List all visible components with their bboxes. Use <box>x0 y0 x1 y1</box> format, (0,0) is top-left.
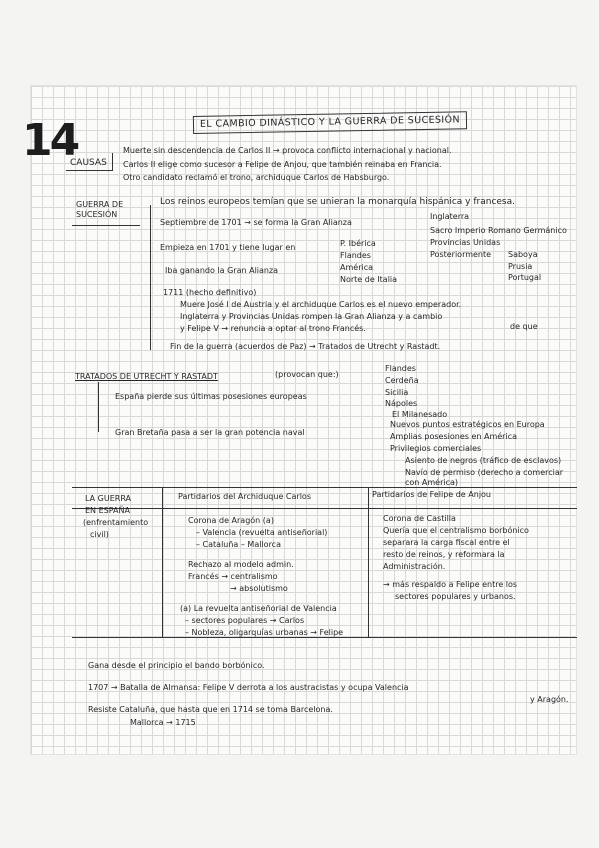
guerra-branch-line <box>150 205 151 350</box>
posterior-1: Prusia <box>508 262 533 271</box>
lugar-0: P. Ibérica <box>340 239 376 248</box>
col1-line-8: – Nobleza, oligarquías urbanas → Felipe <box>185 628 344 637</box>
guerra-sept: Septiembre de 1701 → se forma la Gran Alianza <box>160 218 352 227</box>
tratados-espana: España pierde sus últimas posesiones europeas <box>115 392 307 401</box>
posesion-4: El Milanesado <box>392 410 448 419</box>
guerra-line-1: Los reinos europeos temían que se unieran la monarquía hispánica y francesa. <box>160 197 515 207</box>
table-col-line-1 <box>162 487 163 637</box>
hecho-de-que: de que <box>510 322 538 331</box>
lugar-1: Flandes <box>340 251 371 260</box>
col2-line-2: separara la carga fiscal entre el <box>383 538 510 547</box>
causas-label: CAUSAS <box>70 158 107 168</box>
gb-item-2: Privilegios comerciales <box>390 444 482 453</box>
guerra-ganando: Iba ganando la Gran Alianza <box>165 266 279 275</box>
final-line-2: 1707 → Batalla de Almansa: Felipe V derrota a los austracistas y ocupa Valencia <box>88 683 409 692</box>
gb-item-1: Amplias posesiones en América <box>390 432 517 441</box>
lugar-3: Norte de Italia <box>340 275 398 284</box>
col1-head: Partidarios del Archiduque Carlos <box>178 492 311 501</box>
causas-line-1: Muerte sin descendencia de Carlos II → provoca conflicto internacional y nacional. <box>123 146 452 155</box>
final-line-3: Resiste Cataluña, que hasta que en 1714 se toma Barcelona. <box>88 705 333 714</box>
table-header-line <box>72 508 577 509</box>
guerra-fin: Fin de la guerra (acuerdos de Paz) → Tratados de Utrecht y Rastadt. <box>170 342 441 351</box>
final-line-2b: y Aragón. <box>530 695 569 704</box>
posesion-1: Cerdeña <box>385 376 419 385</box>
col2-line-1: Quería que el centralismo borbónico <box>383 526 529 535</box>
posesion-0: Flandes <box>385 364 416 373</box>
alianza-2: Provincias Unidas <box>430 238 501 247</box>
lugar-2: América <box>340 263 373 272</box>
tratados-branch-line <box>98 382 99 432</box>
col1-line-2: – Cataluña – Mallorca <box>196 540 281 549</box>
table-top-line <box>72 487 577 488</box>
col2-line-5: → más respaldo a Felipe entre los <box>383 580 518 589</box>
col1-line-5: → absolutismo <box>230 584 288 593</box>
col2-line-3: resto de reinos, y reformara la <box>383 550 505 559</box>
page-number: 14 <box>22 115 78 166</box>
alianza-3: Posteriormente <box>430 250 492 259</box>
table-side-2: (enfrentamiento <box>83 518 149 527</box>
alianza-0: Inglaterra <box>430 212 470 221</box>
col1-line-6: (a) La revuelta antiseñorial de Valencia <box>180 604 337 613</box>
col1-line-4: Francés → centralismo <box>188 572 278 581</box>
col2-line-0: Corona de Castilla <box>383 514 456 523</box>
col2-head: Partidarios de Felipe de Anjou <box>372 490 492 499</box>
guerra-underline <box>72 225 140 226</box>
tratados-gb: Gran Bretaña pasa a ser la gran potencia naval <box>115 428 305 437</box>
posesion-2: Sicilia <box>385 388 409 397</box>
gb-item-0: Nuevos puntos estratégicos en Europa <box>390 420 545 429</box>
privilegio-1: Navío de permiso (derecho a comerciar con América) <box>405 468 564 487</box>
posesion-3: Nápoles <box>385 399 418 408</box>
guerra-hecho: 1711 (hecho definitivo) <box>163 288 257 297</box>
causas-line-3: Otro candidato reclamó el trono, archiduque Carlos de Habsburgo. <box>123 173 390 182</box>
col1-line-0: Corona de Aragón (a) <box>188 516 274 525</box>
col1-line-7: – sectores populares → Carlos <box>185 616 305 625</box>
final-line-1: Gana desde el principio el bando borbónico. <box>88 661 265 670</box>
alianza-1: Sacro Imperio Romano Germánico <box>430 226 567 235</box>
guerra-label: GUERRA DE SUCESIÓN <box>76 200 124 219</box>
hecho-line-1: Muere José I de Austria y el archiduque Carlos es el nuevo emperador. <box>180 300 462 309</box>
col2-line-6: sectores populares y urbanos. <box>395 592 516 601</box>
guerra-empieza: Empieza en 1701 y tiene lugar en <box>160 243 296 252</box>
tratados-provocan: (provocan que:) <box>275 370 339 379</box>
privilegio-0: Asiento de negros (tráfico de esclavos) <box>405 456 562 465</box>
col1-line-3: Rechazo al modelo admin. <box>188 560 294 569</box>
causas-line-2: Carlos II elige como sucesor a Felipe de Anjou, que también reinaba en Francia. <box>123 160 442 169</box>
col1-line-1: – Valencia (revuelta antiseñorial) <box>196 528 328 537</box>
table-side-0: LA GUERRA <box>85 494 132 503</box>
table-col-line-2 <box>368 487 369 637</box>
col2-line-4: Administración. <box>383 562 446 571</box>
table-side-1: EN ESPAÑA <box>85 506 130 515</box>
posterior-0: Saboya <box>508 250 538 259</box>
hecho-line-2: Inglaterra y Provincias Unidas rompen la Gran Alianza y a cambio <box>180 312 443 321</box>
causas-box <box>66 153 113 171</box>
table-side-3: civil) <box>90 530 109 539</box>
final-line-4: Mallorca → 1715 <box>130 718 196 727</box>
hecho-line-3: y Felipe V → renuncia a optar al trono Francés. <box>180 324 366 333</box>
tratados-label: TRATADOS DE UTRECHT Y RASTADT <box>75 372 218 381</box>
page-title: EL CAMBIO DINÁSTICO Y LA GUERRA DE SUCESIÓN <box>193 111 467 134</box>
posterior-2: Portugal <box>508 273 542 282</box>
